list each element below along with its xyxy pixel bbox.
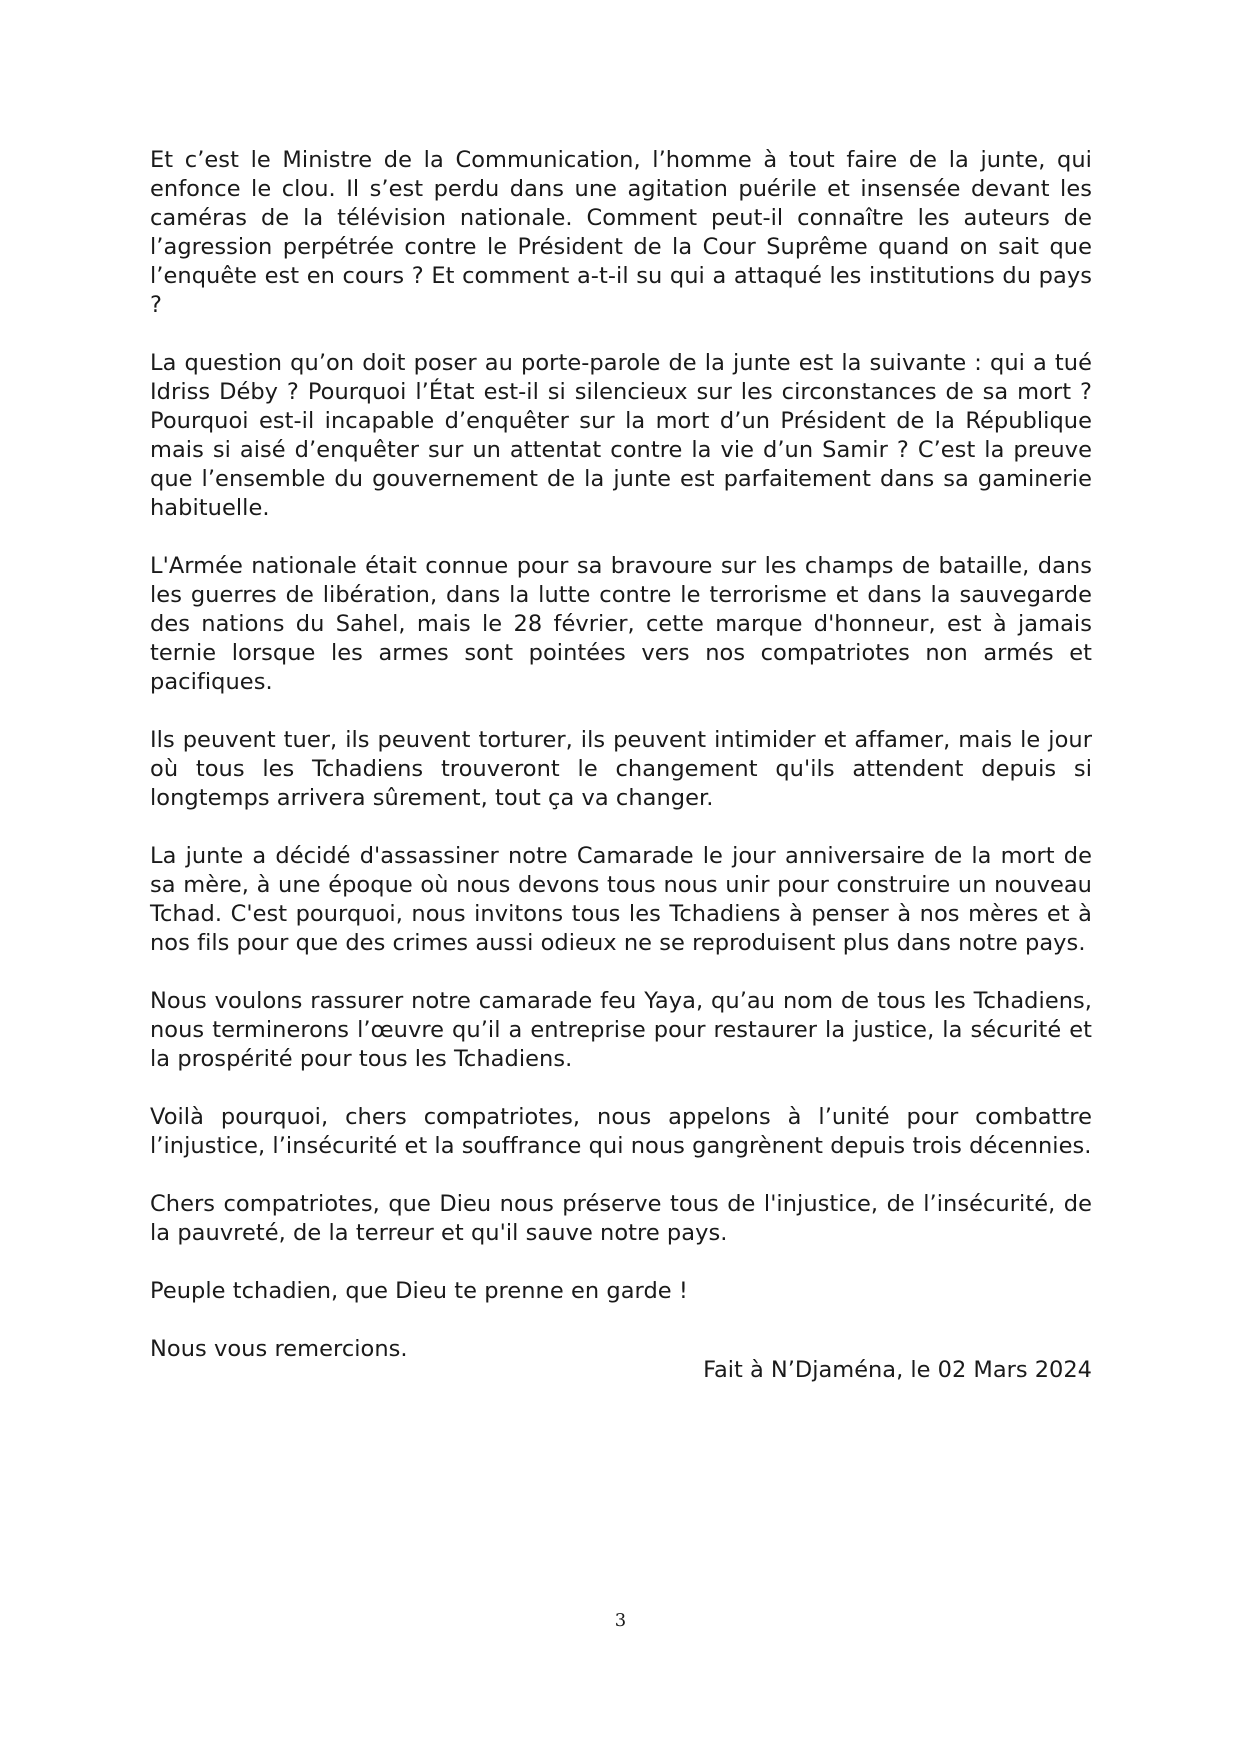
paragraph-reassure-yaya: Nous voulons rassurer notre camarade feu Yaya, qu’au nom de tous les Tchadiens, nous terminerons l’œuvre qu’il a entreprise pour restaurer la justice, la sécurité et la prospérité pour tous les Tchadiens. <box>150 988 1092 1072</box>
paragraph-national-army: L'Armée nationale était connue pour sa bravoure sur les champs de bataille, dans les guerres de libération, dans la lutte contre le terrorisme et dans la sauvegarde des nations du Sahel, mais le 28 février, cette marque d'honneur, est à jamais ternie lorsque les armes sont pointées vers nos compatriotes non armés et pacifiques. <box>150 553 1092 695</box>
paragraph-call-to-unity: Voilà pourquoi, chers compatriotes, nous appelons à l’unité pour combattre l’injustice, l’insécurité et la souffrance qui nous gangrènent depuis trois décennies. <box>150 1104 1092 1159</box>
paragraph-change: Ils peuvent tuer, ils peuvent torturer, ils peuvent intimider et affamer, mais le jour où tous les Tchadiens trouveront le changement qu'ils attendent depuis si longtemps arrivera sûrement, tout ça va changer. <box>150 727 1092 811</box>
page-number: 3 <box>614 1610 627 1631</box>
paragraph-peuple-tchadien: Peuple tchadien, que Dieu te prenne en garde ! <box>150 1278 688 1304</box>
document-body <box>150 146 1092 1393</box>
paragraph-assassination: La junte a décidé d'assassiner notre Camarade le jour anniversaire de la mort de sa mère, à une époque où nous devons tous nous unir pour construire un nouveau Tchad. C'est pourquoi, nous invitons tous les Tchadiens à penser à nos mères et à nos fils pour que des crimes aussi odieux ne se reproduisent plus dans notre pays. <box>150 843 1092 956</box>
paragraph-blessing: Chers compatriotes, que Dieu nous préserve tous de l'injustice, de l’insécurité, de la pauvreté, de la terreur et qu'il sauve notre pays. <box>150 1191 1092 1246</box>
paragraph-thanks: Nous vous remercions. <box>150 1336 408 1362</box>
paragraph-question-deby: La question qu’on doit poser au porte-parole de la junte est la suivante : qui a tué Idriss Déby ? Pourquoi l’État est-il si silencieux sur les circonstances de sa mort ? Pourquoi est-il incapable d’enquêter sur la mort d’un Président de la République mais si aisé d’enquêter sur un attentat contre la vie d’un Samir ? C’est la preuve que l’ensemble du gouvernement de la junte est parfaitement dans sa gaminerie habituelle. <box>150 350 1092 521</box>
paragraph-communication-minister: Et c’est le Ministre de la Communication, l’homme à tout faire de la junte, qui enfonce le clou. Il s’est perdu dans une agitation puérile et insensée devant les caméras de la télévision nationale. Comment peut-il connaître les auteurs de l’agression perpétrée contre le Président de la Cour Suprême quand on sait que l’enquête est en cours ? Et comment a-t-il su qui a attaqué les institutions du pays ? <box>150 147 1092 318</box>
signoff-place-date: Fait à N’Djaména, le 02 Mars 2024 <box>703 1357 1092 1383</box>
